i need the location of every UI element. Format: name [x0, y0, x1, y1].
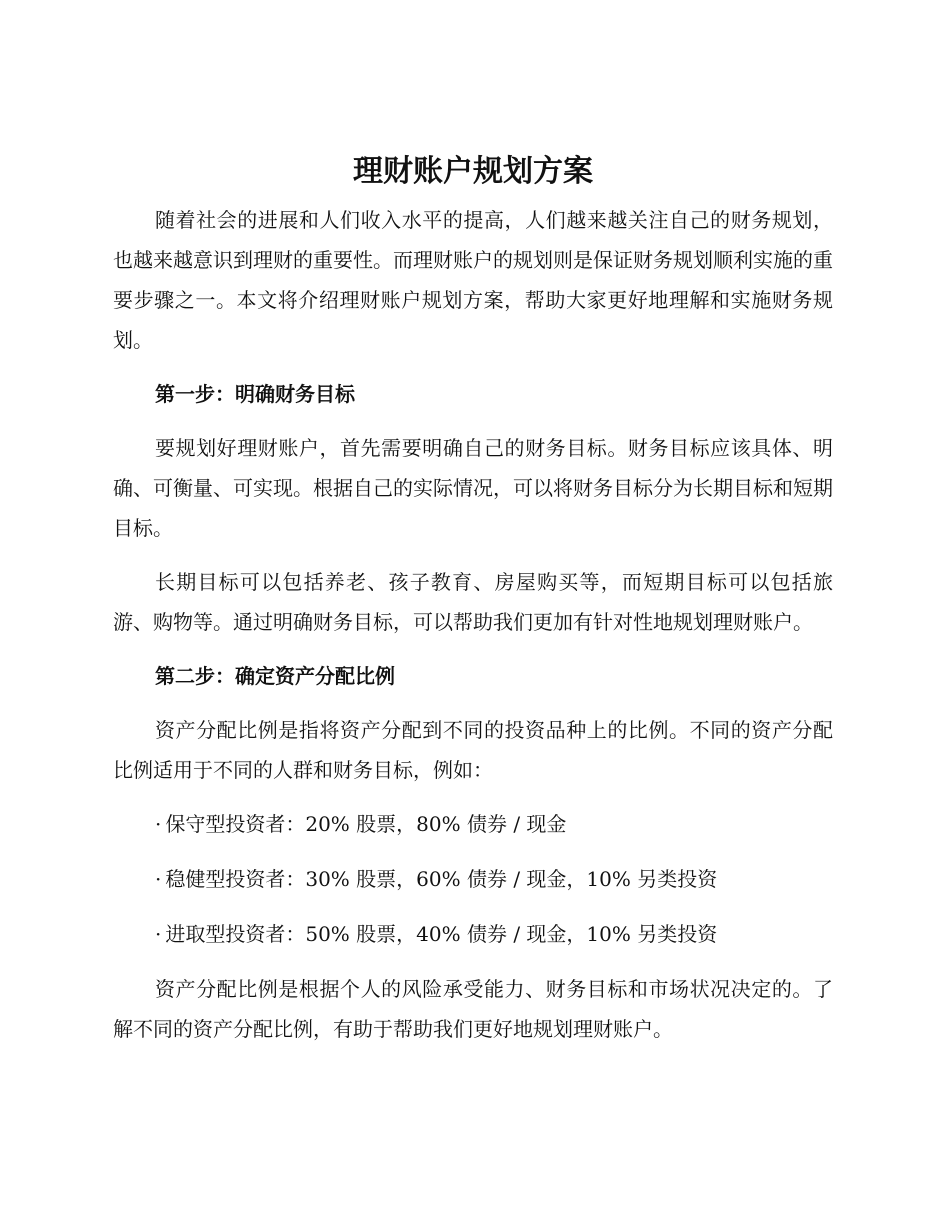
- bullet-marker: ·: [155, 812, 162, 836]
- step2-heading: 第二步：确定资产分配比例: [155, 664, 395, 688]
- bullet-item-conservative: [113, 804, 833, 844]
- bullet-item-balanced: [113, 859, 833, 899]
- step1-paragraph-2: 长期目标可以包括养老、孩子教育、房屋购买等，而短期目标可以包括旅游、购物等。通过明确财务目标，可以帮助我们更加有针对性地规划理财账户。: [113, 570, 833, 634]
- bullet-item-aggressive: [113, 914, 833, 954]
- step2-paragraph-2: 资产分配比例是根据个人的风险承受能力、财务目标和市场状况决定的。了解不同的资产分配比例，有助于帮助我们更好地规划理财账户。: [113, 977, 833, 1041]
- step1-heading: 第一步：明确财务目标: [155, 382, 355, 406]
- document-body: [113, 148, 833, 1063]
- bullet-text: 进取型投资者：50% 股票，40% 债券 / 现金，10% 另类投资: [165, 922, 718, 946]
- step1-paragraph-1: 要规划好理财账户，首先需要明确自己的财务目标。财务目标应该具体、明确、可衡量、可实现。根据自己的实际情况，可以将财务目标分为长期目标和短期目标。: [113, 436, 833, 540]
- bullet-marker: ·: [155, 867, 162, 891]
- bullet-text: 保守型投资者：20% 股票，80% 债券 / 现金: [165, 812, 567, 836]
- step2-paragraph-1: 资产分配比例是指将资产分配到不同的投资品种上的比例。不同的资产分配比例适用于不同的人群和财务目标，例如：: [113, 718, 833, 782]
- bullet-text: 稳健型投资者：30% 股票，60% 债券 / 现金，10% 另类投资: [165, 867, 718, 891]
- document-title: 理财账户规划方案: [353, 154, 593, 189]
- intro-paragraph: 随着社会的进展和人们收入水平的提高，人们越来越关注自己的财务规划，也越来越意识到理财的重要性。而理财账户的规划则是保证财务规划顺利实施的重要步骤之一。本文将介绍理财账户规划方案，帮助大家更好地理解和实施财务规划。: [113, 208, 833, 352]
- bullet-marker: ·: [155, 922, 162, 946]
